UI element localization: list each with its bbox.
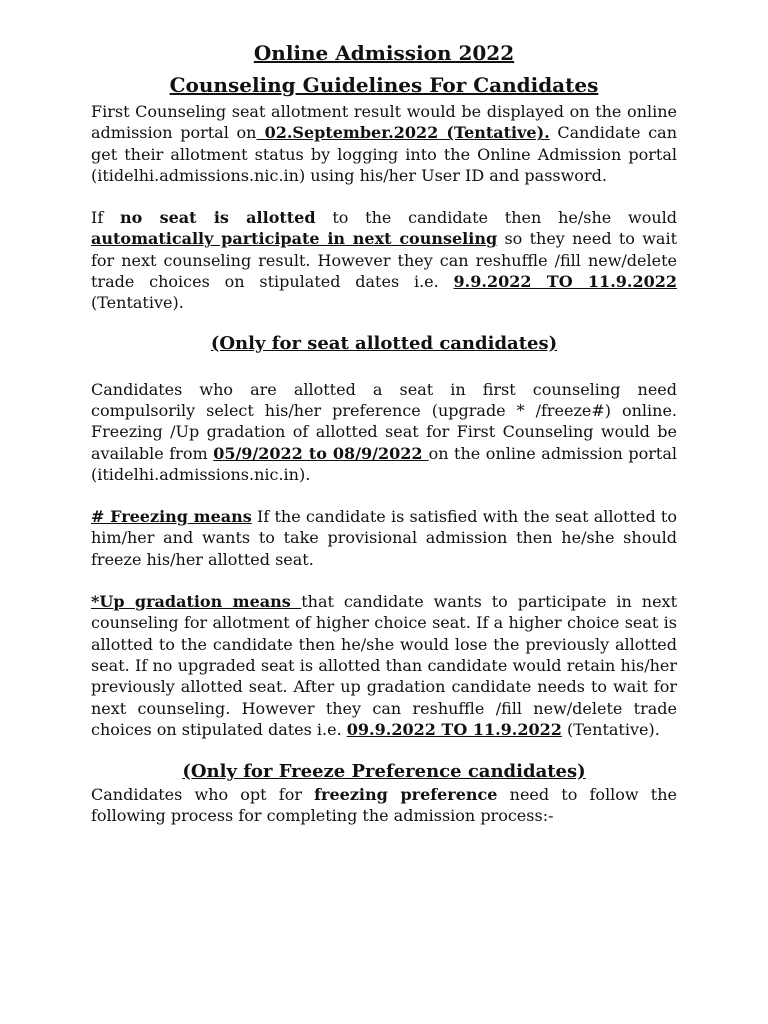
paragraph-freezing-means	[91, 506, 677, 570]
p3-text-1: Candidates who are allotted a seat in first counseling need compulsorily select his/her preference (upgrade * /freeze#) online. Freezing /Up gradation of allotted seat for First Counseling would be available from	[91, 379, 677, 463]
p3-text-2: on the online admission portal (itidelhi.admissions.nic.in).	[91, 443, 677, 484]
p2-text-3: so they need to wait for next counseling result. However they can reshuffle /fill new/delete trade choices on stipulated dates i.e.	[91, 229, 678, 292]
p5-text-2: (Tentative).	[561, 719, 660, 739]
p1-date: 02.September.2022 (Tentative).	[256, 123, 550, 143]
p1-text-1: First Counseling seat allotment result would be displayed on the online admission portal on	[91, 102, 677, 143]
p2-no-seat: no seat is allotted	[120, 208, 316, 228]
p2-auto-participate: automatically participate in next counseling	[91, 229, 498, 249]
p2-dates: 9.9.2022 TO 11.9.2022	[453, 272, 677, 292]
p5-text-1: that candidate wants to participate in next counseling for allotment of higher choice seat. If a higher choice seat is allotted to the candidate then he/she would lose the previously allotted seat. If no upgraded seat is allotted than candidate would retain his/her previously allotted seat. After up gradation candidate needs to wait for next counseling. However they can reshuffle /fill new/delete trade choices on stipulated dates i.e.	[91, 592, 677, 739]
p2-text-1: If	[91, 208, 121, 228]
heading-freeze-preference: (Only for Freeze Preference candidates)	[182, 761, 586, 783]
p4-text: If the candidate is satisfied with the seat allotted to him/her and wants to take provisional admission then he/she should freeze his/her allotted seat.	[91, 507, 677, 569]
p6-text-1: Candidates who opt for	[91, 785, 315, 805]
p5-dates: 09.9.2022 TO 11.9.2022	[346, 719, 562, 739]
paragraph-freeze-process	[91, 784, 677, 827]
p6-bold: freezing preference	[314, 785, 498, 805]
paragraph-result-display	[91, 101, 677, 186]
document-subtitle: Counseling Guidelines For Candidates	[169, 73, 599, 97]
p5-label: *Up gradation means	[91, 592, 302, 612]
p2-text-4: (Tentative).	[91, 293, 184, 313]
p1-text-2: Candidate can get their allotment status by logging into the Online Admission portal (itidelhi.admissions.nic.in) using his/her User ID and password.	[91, 123, 678, 185]
paragraph-no-seat	[91, 207, 677, 313]
p6-text-2: need to follow the following process for completing the admission process:-	[91, 785, 677, 826]
p2-text-2: to the candidate then he/she would	[315, 208, 678, 228]
document-title: Online Admission 2022	[253, 41, 515, 65]
p3-dates: 05/9/2022 to 08/9/2022	[213, 443, 429, 463]
p4-label: # Freezing means	[91, 507, 252, 527]
paragraph-preference	[91, 379, 677, 485]
paragraph-upgradation-means	[91, 591, 677, 740]
document-page	[91, 38, 677, 827]
heading-seat-allotted: (Only for seat allotted candidates)	[210, 332, 558, 354]
